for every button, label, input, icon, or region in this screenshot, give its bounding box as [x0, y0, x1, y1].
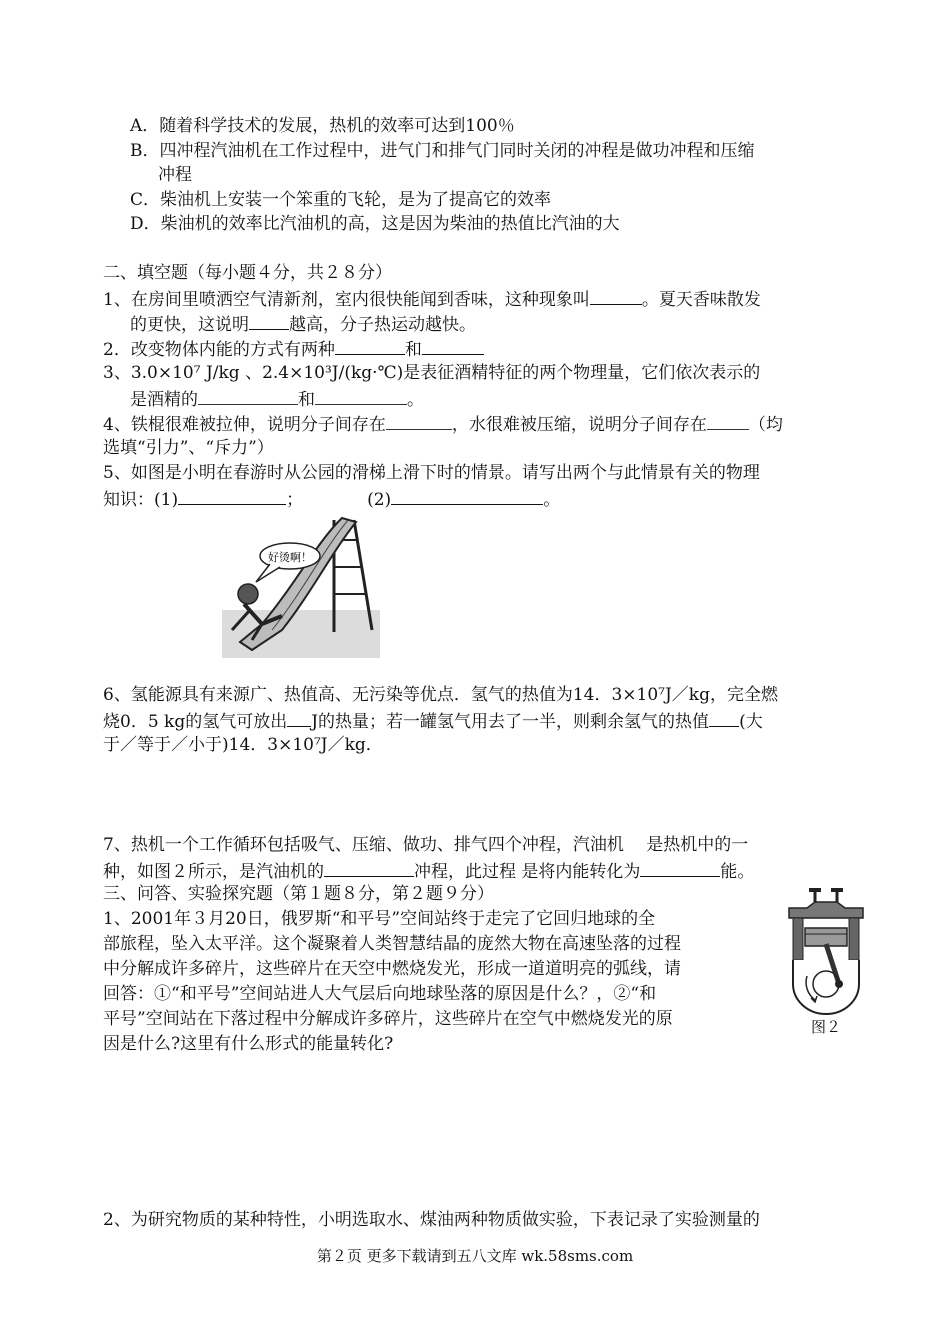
q7-line1: 7、热机一个工作循环包括吸气、压缩、做功、排气四个冲程，汽油机 是热机中的一 [103, 835, 749, 855]
q4-line2: 选填“引力”、“斥力”） [103, 438, 274, 458]
s3-q1-line5: 平号”空间站在下落过程中分解成许多碎片，这些碎片在空气中燃烧发光的原 [103, 1009, 673, 1029]
option-b: B．四冲程汽油机在工作过程中，进气门和排气门同时关闭的冲程是做功冲程和压缩 [130, 141, 755, 161]
page-footer: 第２页 更多下载请到五八文库 wk.58sms.com [316, 1247, 634, 1265]
q5-line2: 知识：(1) ； (2) 。 [103, 486, 560, 512]
q6-line1: 6、氢能源具有来源广、热值高、无污染等优点．氢气的热值为14．3×10⁷J／kg，完全燃 [103, 685, 778, 705]
q5-line1: 5、如图是小明在春游时从公园的滑梯上滑下时的情景。请写出两个与此情景有关的物理 [103, 463, 760, 483]
s3-q1-line3: 中分解成许多碎片，这些碎片在天空中燃烧发光，形成一道道明亮的弧线，请 [103, 959, 681, 979]
s3-q1-line2: 部旅程，坠入太平洋。这个凝聚着人类智慧结晶的庞然大物在高速坠落的过程 [103, 934, 681, 954]
q3-line1: 3、3.0×10⁷ J/kg 、2.4×10³J/(kg·℃)是表征酒精特征的两个物理量，它们依次表示的 [103, 363, 761, 383]
q6-line2: 烧0．5 kg的氢气可放出 J的热量；若一罐氢气用去了一半，则剩余氢气的热值 (大 [103, 708, 763, 734]
q6-line3: 于／等于／小于)14．3×10⁷J／kg． [103, 735, 383, 755]
option-a: A．随着科学技术的发展，热机的效率可达到100％ [130, 116, 515, 136]
s3-q1-line1: 1、2001年３月20日，俄罗斯“和平号”空间站终于走完了它回归地球的全 [103, 909, 656, 929]
option-b-continued: 冲程 [158, 165, 192, 185]
option-c: C．柴油机上安装一个笨重的飞轮，是为了提高它的效率 [130, 190, 552, 210]
q2-line: 2．改变物体内能的方式有两种 和 [103, 336, 484, 362]
slide-illustration [222, 512, 380, 660]
section-3-heading: 三、问答、实验探究题（第１题８分，第２题９分） [103, 884, 494, 904]
q1-line2: 的更快，这说明 越高，分子热运动越快。 [130, 311, 476, 337]
q4-line1: 4、铁棍很难被拉伸，说明分子间存在 ，水很难被压缩，说明分子间存在 （均 [103, 411, 783, 437]
option-d: D．柴油机的效率比汽油机的高，这是因为柴油的热值比汽油的大 [130, 214, 620, 234]
s3-q1-line6: 因是什么?这里有什么形式的能量转化? [103, 1034, 394, 1054]
q1-line1: 1、在房间里喷洒空气清新剂，室内很快能闻到香味，这种现象叫 。夏天香味散发 [103, 286, 761, 312]
q3-line2: 是酒精的 和 。 [130, 386, 424, 412]
figure-2-label: 图２ [811, 1018, 842, 1036]
section-2-heading: 二、填空题（每小题４分，共２８分） [103, 263, 392, 283]
engine-cylinder-figure [785, 888, 867, 1016]
q7-line2: 种，如图２所示，是汽油机的 冲程，此过程 是将内能转化为 能。 [103, 858, 754, 884]
slide-speech-bubble: 好烫啊！ [268, 551, 312, 564]
s3-q1-line4: 回答：①“和平号”空间站进人大气层后向地球坠落的原因是什么？，②“和 [103, 984, 657, 1004]
s3-q2-line: 2、为研究物质的某种特性，小明选取水、煤油两种物质做实验，下表记录了实验测量的 [103, 1210, 760, 1230]
